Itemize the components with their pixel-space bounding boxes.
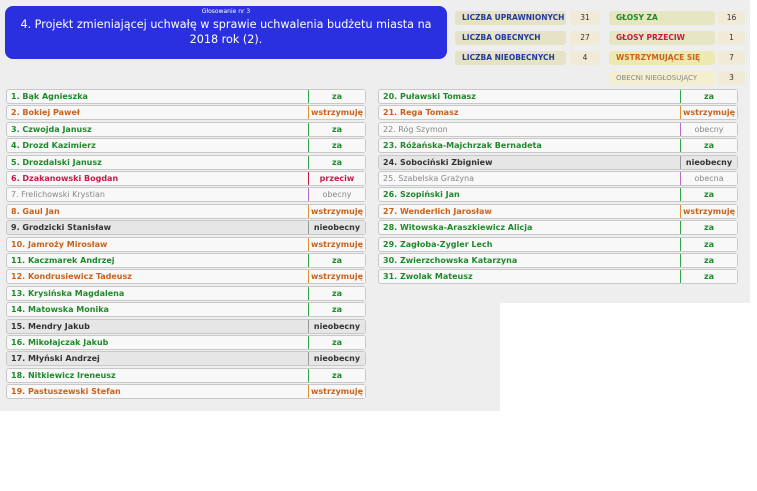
member-row xyxy=(378,204,738,219)
member-name: 14. Matowska Monika xyxy=(11,305,109,315)
member-name: 13. Krysińska Magdalena xyxy=(11,288,125,298)
member-vote: przeciw xyxy=(308,172,365,185)
member-row xyxy=(378,237,738,252)
member-row xyxy=(6,384,366,399)
member-name: 28. Witowska-Araszkiewicz Alicja xyxy=(383,223,533,233)
member-name: 29. Zagłoba-Zygler Lech xyxy=(383,239,493,249)
stat-label: OBECNI NIEGŁOSUJĄCY xyxy=(609,71,715,85)
member-name: 21. Rega Tomasz xyxy=(383,108,459,118)
member-vote: za xyxy=(680,188,737,201)
member-row xyxy=(378,187,738,202)
member-name: 17. Młyński Andrzej xyxy=(11,354,100,364)
stat-value: 4 xyxy=(570,51,600,65)
member-row xyxy=(378,269,738,284)
stat-label: GŁOSY PRZECIW xyxy=(609,31,715,45)
member-vote: za xyxy=(308,123,365,136)
stat-value: 3 xyxy=(718,71,745,85)
member-row xyxy=(378,171,738,186)
member-vote: wstrzymuję xyxy=(680,205,737,218)
member-name: 12. Kondrusiewicz Tadeusz xyxy=(11,272,132,282)
resolution-title: 4. Projekt zmieniającej uchwałę w sprawie uchwalenia budżetu miasta na 2018 rok (2). xyxy=(20,18,432,46)
member-row xyxy=(6,302,366,317)
member-name: 7. Frelichowski Krystian xyxy=(11,190,105,200)
member-row xyxy=(6,89,366,104)
stat-label: LICZBA OBECNYCH xyxy=(455,31,566,45)
member-vote: za xyxy=(308,254,365,267)
member-row xyxy=(6,155,366,170)
member-row xyxy=(6,220,366,235)
member-name: 26. Szopiński Jan xyxy=(383,190,460,200)
member-row xyxy=(378,105,738,120)
member-vote: nieobecny xyxy=(308,320,365,333)
member-name: 25. Szabelska Grażyna xyxy=(383,174,475,183)
member-row xyxy=(6,368,366,383)
member-name: 16. Mikołajczak Jakub xyxy=(11,338,109,347)
member-vote: wstrzymuję xyxy=(308,385,365,398)
stat-label: GŁOSY ZA xyxy=(609,11,715,25)
member-vote: za xyxy=(680,254,737,267)
member-row xyxy=(6,138,366,153)
member-vote: za xyxy=(308,287,365,300)
member-name: 9. Grodzicki Stanisław xyxy=(11,223,112,233)
member-name: 6. Dzakanowski Bogdan xyxy=(11,174,119,183)
member-name: 23. Różańska-Majchrzak Bernadeta xyxy=(383,141,542,151)
member-row xyxy=(6,335,366,350)
member-vote: wstrzymuję xyxy=(308,238,365,251)
member-row xyxy=(6,269,366,284)
stat-label: LICZBA UPRAWNIONYCH xyxy=(455,11,566,25)
member-name: 3. Czwojda Janusz xyxy=(11,124,92,134)
member-vote: wstrzymuję xyxy=(308,270,365,283)
member-row xyxy=(6,105,366,120)
stat-label: LICZBA NIEOBECNYCH xyxy=(455,51,566,65)
member-vote: obecny xyxy=(308,188,365,201)
member-row xyxy=(378,122,738,137)
member-name: 24. Sobociński Zbigniew xyxy=(383,157,493,167)
member-vote: za xyxy=(308,156,365,169)
member-vote: za xyxy=(680,270,737,283)
stat-value: 27 xyxy=(570,31,600,45)
member-vote: za xyxy=(680,139,737,152)
member-name: 18. Nitkiewicz Ireneusz xyxy=(11,370,116,380)
member-vote: za xyxy=(680,90,737,103)
member-name: 20. Puławski Tomasz xyxy=(383,92,476,101)
member-row xyxy=(378,253,738,268)
member-name: 31. Zwolak Mateusz xyxy=(383,272,473,282)
member-name: 8. Gaul Jan xyxy=(11,206,60,216)
member-row xyxy=(378,220,738,235)
stat-value: 1 xyxy=(718,31,745,45)
member-row xyxy=(6,122,366,137)
stat-value: 7 xyxy=(718,51,745,65)
member-name: 11. Kaczmarek Andrzej xyxy=(11,256,115,265)
member-name: 4. Drozd Kazimierz xyxy=(11,141,96,151)
member-vote: za xyxy=(308,303,365,316)
member-row xyxy=(6,171,366,186)
member-vote: za xyxy=(308,139,365,152)
member-name: 2. Bokiej Paweł xyxy=(11,108,80,118)
member-vote: za xyxy=(308,369,365,382)
member-name: 10. Jamroży Mirosław xyxy=(11,239,108,249)
member-vote: nieobecny xyxy=(308,221,365,234)
member-vote: obecna xyxy=(680,172,737,185)
member-row xyxy=(6,237,366,252)
member-vote: obecny xyxy=(680,123,737,136)
member-row xyxy=(6,187,366,202)
member-vote: wstrzymuję xyxy=(680,106,737,119)
member-vote: nieobecny xyxy=(308,352,365,365)
member-row xyxy=(378,89,738,104)
member-name: 19. Pastuszewski Stefan xyxy=(11,387,121,397)
vote-number: Głosowanie nr 3 xyxy=(201,8,251,15)
stat-value: 31 xyxy=(570,11,600,25)
member-vote: za xyxy=(308,90,365,103)
vote-title-banner xyxy=(5,6,447,59)
member-vote: nieobecny xyxy=(680,156,737,169)
member-row xyxy=(6,253,366,268)
member-vote: za xyxy=(680,221,737,234)
member-row xyxy=(6,204,366,219)
member-name: 15. Mendry Jakub xyxy=(11,321,90,331)
member-name: 22. Róg Szymon xyxy=(383,124,448,134)
member-row xyxy=(378,138,738,153)
member-vote: wstrzymuję xyxy=(308,106,365,119)
member-row xyxy=(6,286,366,301)
member-name: 27. Wenderlich Jarosław xyxy=(383,206,492,216)
member-vote: wstrzymuję xyxy=(308,205,365,218)
stat-label: WSTRZYMUJĄCE SIĘ xyxy=(609,51,715,65)
member-row xyxy=(378,155,738,170)
member-row xyxy=(6,319,366,334)
member-name: 30. Zwierzchowska Katarzyna xyxy=(383,256,518,265)
member-name: 5. Drozdalski Janusz xyxy=(11,157,102,167)
member-row xyxy=(6,351,366,366)
member-name: 1. Bąk Agnieszka xyxy=(11,92,88,101)
stat-value: 16 xyxy=(718,11,745,25)
member-vote: za xyxy=(680,238,737,251)
member-vote: za xyxy=(308,336,365,349)
